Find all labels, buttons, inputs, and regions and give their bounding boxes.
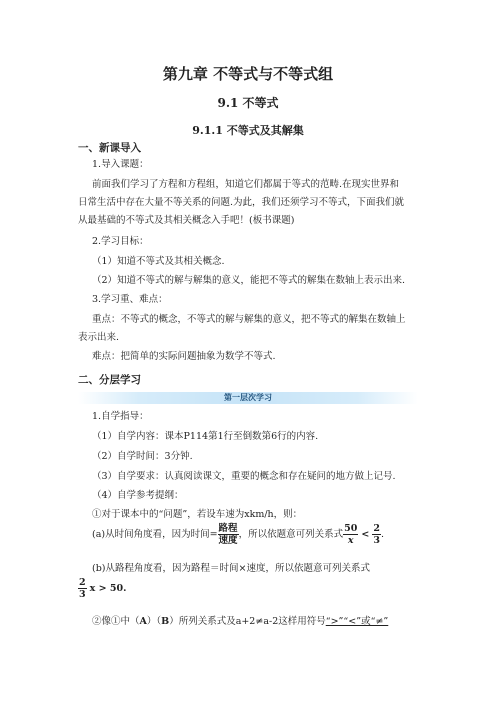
time-formula-fraction [218,523,239,546]
study-item: （3）自学要求：认真阅读课文，重要的概念和存在疑问的地方做上记号. [92,471,396,482]
goal-item: （1）知道不等式及其相关概念. [92,256,225,267]
fraction-denominator: 3 [373,535,380,546]
intro-line: 从最基础的不等式及其相关概念入手吧！(板书课题) [78,215,295,226]
question-b-formula [78,576,126,602]
key-point-line: 重点：不等式的概念，不等式的解与解集的意义，把不等式的解集在数轴上 [92,314,406,325]
fraction-numerator: 50 [344,523,358,534]
question-2-text: ）（ [146,616,162,627]
intro-line: 前面我们学习了方程和方程组，知道它们都属于等式的范畴.在现实世界和 [92,179,400,190]
inequality-symbols: “>”“<”或“≠” [325,616,389,627]
relation-fraction-left [343,523,358,546]
formula-expression: x > 50. [89,583,127,594]
question-2-text: ②像①中（ [92,616,140,627]
question-b: (b)从路程角度看，因为路程＝时间×速度，所以依题意可列关系式 [92,563,370,574]
level-banner [78,392,418,404]
question-2-text: ）所列关系式及a+2≠a-2这样用符号 [169,616,326,627]
fraction-numerator: 路程 [218,523,238,534]
part2-heading: 二、分层学习 [78,374,141,386]
part1-heading: 一、新课导入 [78,142,141,154]
intro-line: 日常生活中存在大量不等关系的问题.为此，我们还须学习不等式，下面我们就 [78,197,405,208]
self-study-label: 1.自学指导： [92,411,149,422]
chapter-title: 第九章 不等式与不等式组 [162,65,334,83]
formula-fraction [78,577,87,600]
fraction-denominator: 速度 [218,535,238,546]
goal-item: （2）知道不等式的解与解集的意义，能把不等式的解集在数轴上表示出来. [92,275,406,286]
question-a-text: ，所以依题意可列关系式 [238,529,344,540]
relation-fraction-right [372,523,381,546]
goals-label: 2.学习目标： [92,236,149,247]
fraction-denominator: 3 [79,589,86,600]
answer-blank-b: B [161,616,170,627]
question-1: ①对于课本中的“问题”，若设车速为xkm/h，则： [92,509,303,520]
question-2 [92,615,388,628]
study-item: （2）自学时间：3分钟. [92,451,193,462]
question-a [92,522,384,548]
section-title: 9.1 不等式 [217,96,279,110]
subsection-title: 9.1.1 不等式及其解集 [192,124,304,137]
outline-label: （4）自学参考提纲： [92,490,184,501]
study-item: （1）自学内容：课本P114第1行至倒数第6行的内容. [92,431,319,442]
keypoints-label: 3.学习重、难点： [92,294,168,305]
answer-blank-a: A [139,616,147,627]
level-banner-label: 第一层次学习 [224,393,272,402]
intro-label: 1.导入课题： [92,159,149,170]
fraction-denominator: x [347,535,354,546]
difficulty-line: 难点：把简单的实际问题抽象为数学不等式. [92,351,276,362]
question-a-end: . [380,529,384,540]
fraction-numerator: 2 [79,577,86,588]
fraction-numerator: 2 [373,523,380,534]
key-point-line: 表示出来. [78,332,120,343]
question-a-text: (a)从时间角度看，因为时间= [92,529,218,540]
relation-symbol: < [361,529,370,540]
